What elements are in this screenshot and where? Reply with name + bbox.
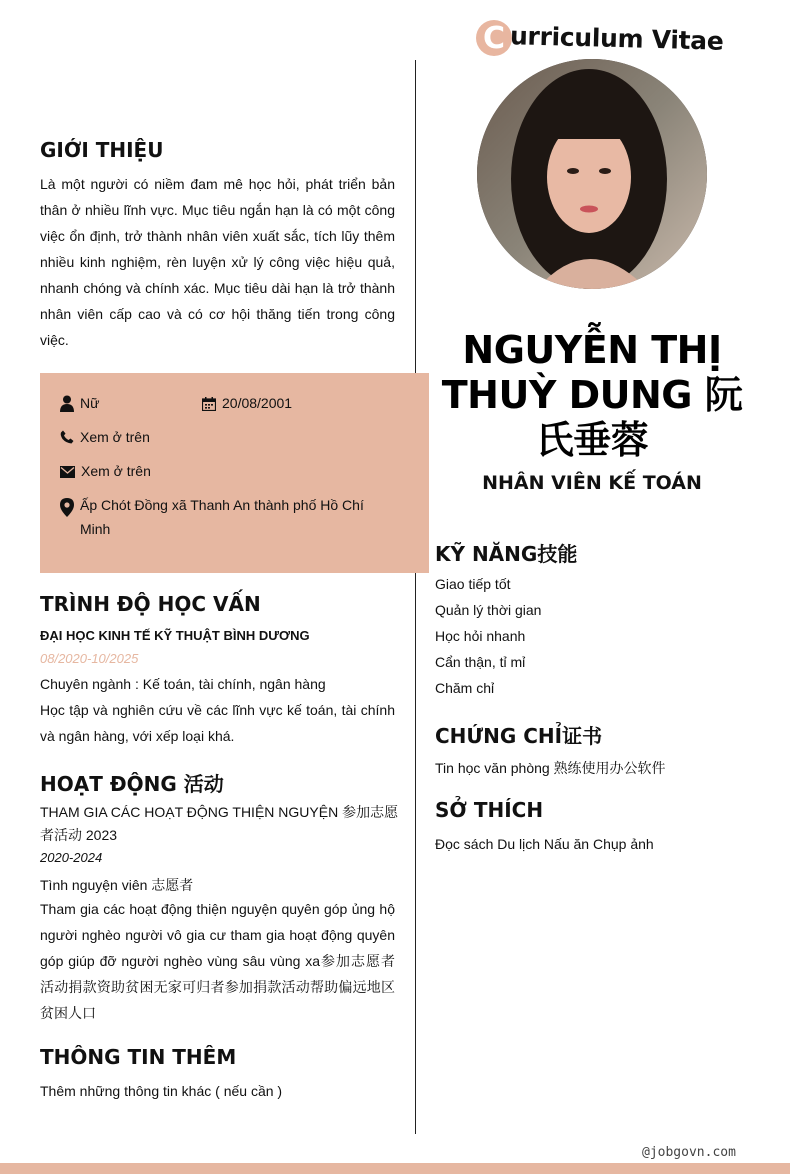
education-title: TRÌNH ĐỘ HỌC VẤN bbox=[40, 592, 261, 616]
education-major: Chuyên ngành : Kế toán, tài chính, ngân hàng bbox=[40, 676, 326, 692]
birthday-value: 20/08/2001 bbox=[222, 395, 293, 411]
address-row bbox=[60, 497, 370, 541]
skills-title: KỸ NĂNG技能 bbox=[435, 542, 578, 566]
logo-text: urriculum Vitae bbox=[509, 20, 724, 56]
full-name: NGUYỄN THỊ THUỲ DUNG 阮氏垂蓉 bbox=[441, 328, 743, 462]
intro-text: Là một người có niềm đam mê học hỏi, phát triển bản thân ở nhiều lĩnh vực. Mục tiêu ngắn hạn là có một công việc ổn định, trở thành nhân viên xuất sắc, tích lũy thêm nhiều kinh nghiệm, rèn luyện xử lý công việc hiệu quả, nhanh chóng và chính xác. Mục tiêu dài hạn là trở thành nhân viên cấp cao và có cơ hội thăng tiến trong công việc. bbox=[40, 176, 395, 348]
column-divider bbox=[415, 60, 416, 1134]
education-dates: 08/2020-10/2025 bbox=[40, 651, 139, 666]
gender-value: Nữ bbox=[80, 395, 100, 411]
bottom-accent-bar bbox=[0, 1163, 790, 1174]
activities-title: HOẠT ĐỘNG 活动 bbox=[40, 772, 224, 796]
extra-info-title: THÔNG TIN THÊM bbox=[40, 1045, 237, 1069]
hobbies-title: SỞ THÍCH bbox=[435, 798, 544, 822]
map-pin-icon bbox=[60, 498, 74, 517]
job-title: NHÂN VIÊN KẾ TOÁN bbox=[482, 472, 702, 494]
activity-name: THAM GIA CÁC HOẠT ĐỘNG THIỆN NGUYỆN 参加志愿者活动 2023 bbox=[40, 804, 399, 843]
skill-item: Chăm chỉ bbox=[435, 680, 495, 696]
envelope-icon bbox=[60, 466, 75, 478]
phone-value: Xem ở trên bbox=[80, 429, 150, 445]
activity-description: Tham gia các hoạt động thiện nguyện quyên góp ủng hộ người nghèo người vô gia cư tham gia hoạt động quyên góp giúp đỡ người nghèo vùng sâu vùng xa参加志愿者活动捐款资助贫困无家可归者参加捐款活动帮助偏远地区贫困人口 bbox=[40, 901, 395, 1021]
certificate-item: Tin học văn phòng 熟练使用办公软件 bbox=[435, 760, 666, 776]
skill-item: Giao tiếp tốt bbox=[435, 576, 511, 592]
person-icon bbox=[60, 395, 74, 412]
intro-title: GIỚI THIỆU bbox=[40, 138, 164, 162]
watermark-text: @jobgovn.com bbox=[642, 1145, 736, 1160]
profile-photo-illustration bbox=[477, 59, 707, 289]
cv-logo bbox=[476, 18, 724, 58]
certificates-title: CHỨNG CHỈ证书 bbox=[435, 724, 603, 748]
logo-circle-letter: C bbox=[476, 20, 512, 56]
skills-list bbox=[435, 571, 755, 701]
gender-row bbox=[60, 395, 99, 412]
profile-photo bbox=[477, 59, 707, 289]
skill-item: Cẩn thận, tỉ mỉ bbox=[435, 654, 526, 670]
calendar-icon bbox=[202, 397, 216, 411]
email-row bbox=[60, 463, 151, 479]
school-name: ĐẠI HỌC KINH TẾ KỸ THUẬT BÌNH DƯƠNG bbox=[40, 628, 310, 643]
hobbies-text: Đọc sách Du lịch Nấu ăn Chụp ảnh bbox=[435, 836, 654, 852]
education-description: Học tập và nghiên cứu về các lĩnh vực kế toán, tài chính và ngân hàng, với xếp loại khá. bbox=[40, 702, 395, 744]
skill-item: Quản lý thời gian bbox=[435, 602, 542, 618]
contact-info-box bbox=[40, 373, 429, 573]
activity-role: Tình nguyện viên 志愿者 bbox=[40, 877, 194, 893]
birthday-row bbox=[202, 395, 292, 411]
email-value: Xem ở trên bbox=[81, 463, 151, 479]
activity-dates: 2020-2024 bbox=[40, 850, 103, 865]
skill-item: Học hỏi nhanh bbox=[435, 628, 526, 644]
phone-row bbox=[60, 429, 150, 445]
address-value: Ấp Chót Đồng xã Thanh An thành phố Hồ Chí Minh bbox=[80, 497, 364, 537]
extra-info-text: Thêm những thông tin khác ( nếu cần ) bbox=[40, 1083, 283, 1099]
phone-icon bbox=[60, 430, 74, 444]
